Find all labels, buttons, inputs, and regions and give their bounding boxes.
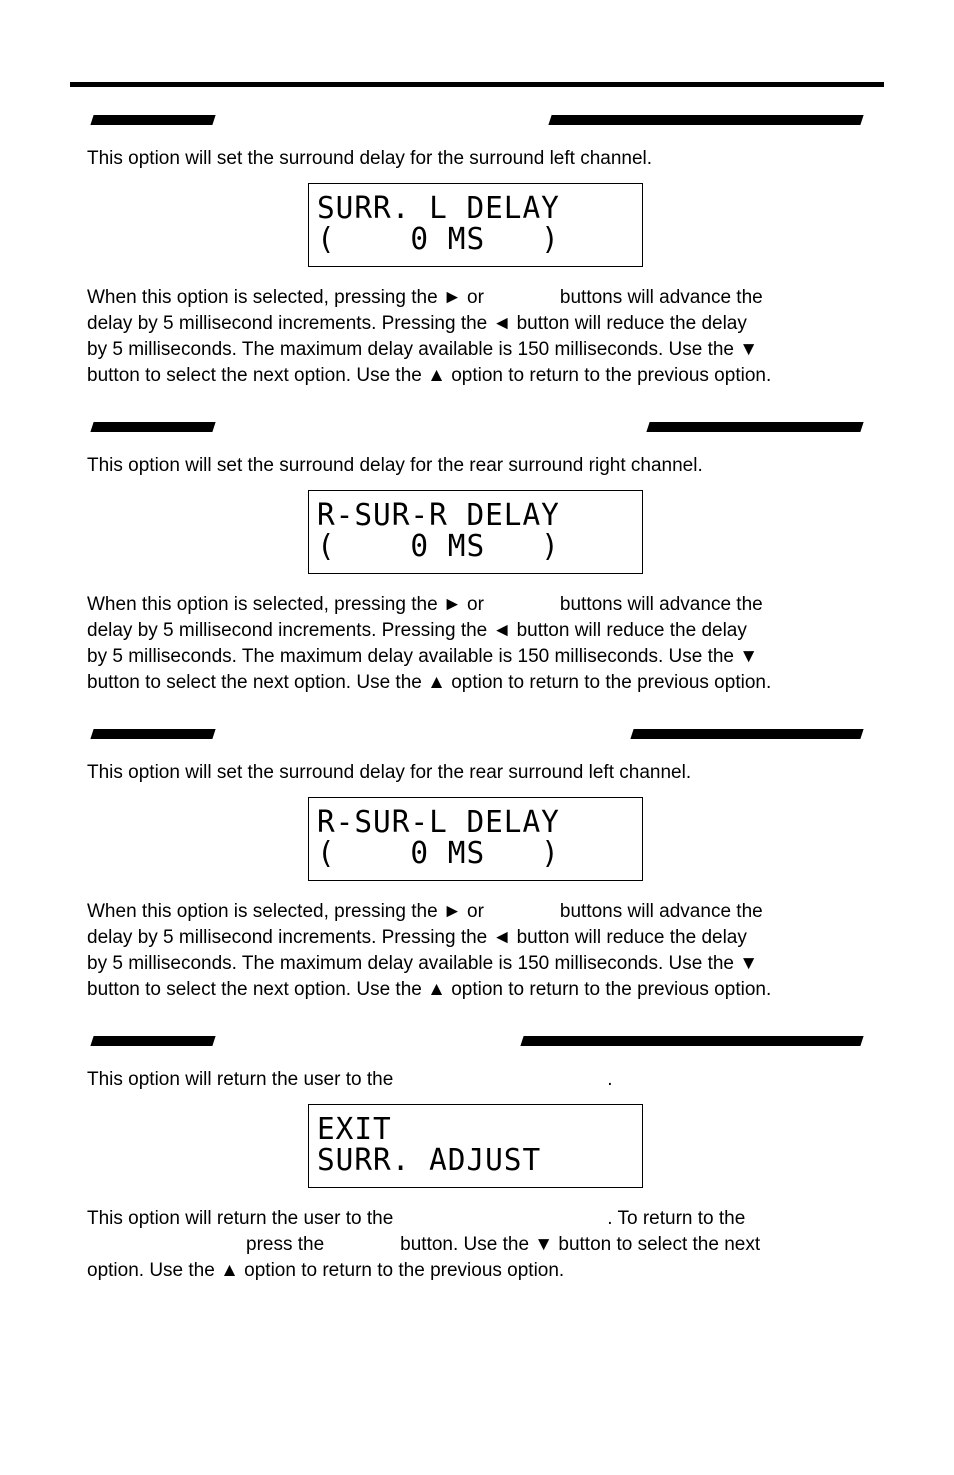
text-line: by 5 milliseconds. The maximum delay available is 150 milliseconds. Use the ▼ (87, 339, 759, 360)
heading-bar-left (90, 1036, 215, 1046)
lcd-line-1: R-SUR-L DELAY (317, 805, 560, 840)
heading-bar-right (548, 115, 863, 125)
text-line: This option will return the user to the . To return to the (87, 1208, 746, 1229)
lcd-line-1: R-SUR-R DELAY (317, 498, 560, 533)
text-line: When this option is selected, pressing the ► or buttons will advance the (87, 287, 763, 308)
description-paragraph (87, 1206, 760, 1284)
lcd-display (308, 797, 643, 881)
heading-bar-right (520, 1036, 863, 1046)
lcd-display (308, 183, 643, 267)
text-line: When this option is selected, pressing the ► or buttons will advance the (87, 901, 763, 922)
description-paragraph (87, 285, 771, 389)
heading-bar-left (90, 729, 215, 739)
lcd-display (308, 1104, 643, 1188)
heading-bar-right (630, 729, 863, 739)
lcd-line-1: SURR. L DELAY (317, 191, 560, 226)
text-line: When this option is selected, pressing the ► or buttons will advance the (87, 594, 763, 615)
text-line: delay by 5 millisecond increments. Pressing the ◄ button will reduce the delay (87, 927, 747, 948)
top-rule (70, 82, 884, 87)
intro-text: This option will set the surround delay for the rear surround left channel. (87, 762, 692, 783)
text-line: button to select the next option. Use the ▲ option to return to the previous option. (87, 672, 772, 693)
lcd-line-2: SURR. ADJUST (317, 1143, 542, 1178)
lcd-line-2: ( 0 MS ) (317, 836, 560, 871)
intro-text: This option will return the user to the . (87, 1069, 613, 1090)
heading-bar-right (646, 422, 863, 432)
text-line: by 5 milliseconds. The maximum delay available is 150 milliseconds. Use the ▼ (87, 953, 759, 974)
text-line: delay by 5 millisecond increments. Pressing the ◄ button will reduce the delay (87, 313, 747, 334)
text-line: option. Use the ▲ option to return to the previous option. (87, 1260, 565, 1281)
heading-bar-left (90, 115, 215, 125)
heading-bar-left (90, 422, 215, 432)
text-line: delay by 5 millisecond increments. Pressing the ◄ button will reduce the delay (87, 620, 747, 641)
lcd-line-2: ( 0 MS ) (317, 222, 560, 257)
text-line: press the button. Use the ▼ button to select the next (246, 1234, 761, 1255)
description-paragraph (87, 592, 771, 696)
intro-text: This option will set the surround delay for the rear surround right channel. (87, 455, 703, 476)
text-line: button to select the next option. Use the ▲ option to return to the previous option. (87, 365, 772, 386)
intro-text: This option will set the surround delay for the surround left channel. (87, 148, 653, 169)
text-line: by 5 milliseconds. The maximum delay available is 150 milliseconds. Use the ▼ (87, 646, 759, 667)
text-line: button to select the next option. Use the ▲ option to return to the previous option. (87, 979, 772, 1000)
lcd-display (308, 490, 643, 574)
lcd-line-1: EXIT (317, 1112, 392, 1147)
lcd-line-2: ( 0 MS ) (317, 529, 560, 564)
description-paragraph (87, 899, 771, 1003)
